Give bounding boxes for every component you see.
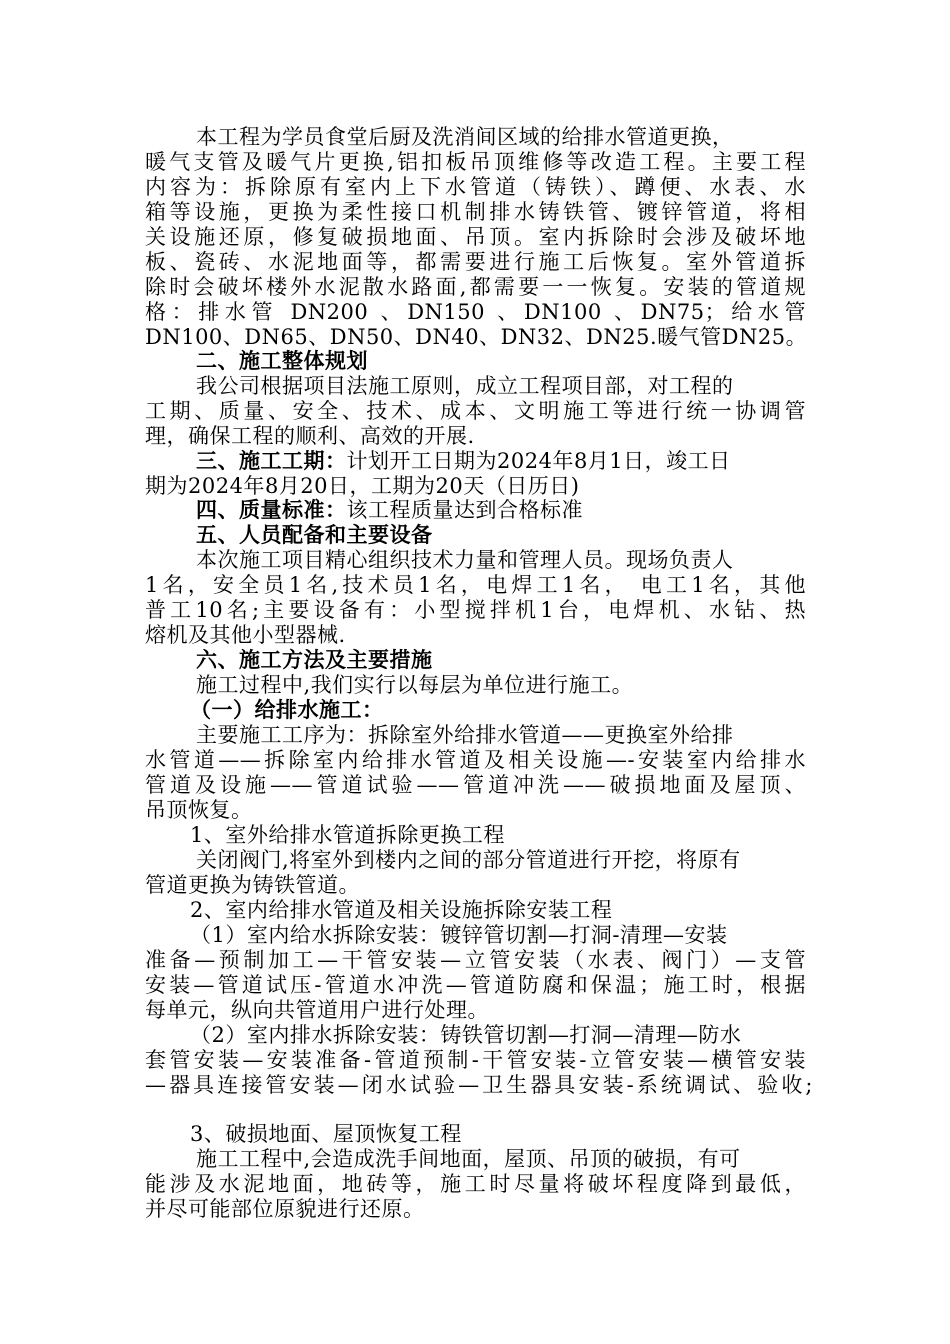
section-5-line-3: 普工10名;主要设备有：小型搅拌机1台，电焊机、水钻、热 (145, 598, 806, 622)
item-3-line-3: 并尽可能部位原貌进行还原。 (145, 1197, 425, 1221)
section-4-heading: 四、质量标准： (196, 497, 347, 522)
section-2-line-1: 我公司根据项目法施工原则，成立工程项目部，对工程的 (196, 374, 734, 398)
section-6-heading: 六、施工方法及主要措施 (196, 647, 433, 672)
intro-line-9: DN100、DN65、DN50、DN40、DN32、DN25.暖气管DN25。 (145, 325, 808, 349)
subsection-1-line-1: 主要施工工序为：拆除室外给排水管道——更换室外给排 (196, 723, 734, 747)
item-2a-line-4: 每单元，纵向共管道用户进行处理。 (145, 998, 489, 1022)
intro-line-5: 关设施还原，修复破损地面、吊顶。室内拆除时会涉及破坏地 (145, 225, 806, 249)
item-2-heading: 2、室内给排水管道及相关设施拆除安装工程 (190, 898, 613, 922)
item-2a-line-3: 安装—管道试压-管道水冲洗—管道防腐和保温；施工时，根据 (145, 973, 806, 997)
section-2-heading: 二、施工整体规划 (196, 348, 368, 373)
section-3-line-2: 期为2024年8月20日，工期为20天（日历日) (145, 474, 580, 498)
section-3-text-1: 计划开工日期为2024年8月1日，竣工日 (346, 449, 731, 473)
item-3-heading: 3、破损地面、屋顶恢复工程 (190, 1122, 462, 1146)
subsection-1-line-3: 管道及设施——管道试验——管道冲洗——破损地面及屋顶、 (145, 773, 806, 797)
section-3-heading: 三、施工工期： (196, 448, 347, 473)
item-2b-line-3: —器具连接管安装—闭水试验—卫生器具安装-系统调试、验收; (145, 1073, 813, 1097)
item-2a-line-1: （1）室内给水拆除安装：镀锌管切割—打洞-清理—安装 (190, 923, 728, 947)
section-4-line (196, 497, 583, 523)
item-3-line-1: 施工工程中,会造成洗手间地面，屋顶、吊顶的破损，有可 (196, 1147, 741, 1171)
section-6-line: 施工过程中,我们实行以每层为单位进行施工。 (196, 673, 634, 697)
section-2-line-2: 工期、质量、安全、技术、成本、文明施工等进行统一协调管 (145, 399, 806, 423)
item-1-line-1: 关闭阀门,将室外到楼内之间的部分管道进行开挖，将原有 (196, 848, 741, 872)
section-4-text: 该工程质量达到合格标准 (346, 498, 583, 522)
item-1-heading: 1、室外给排水管道拆除更换工程 (190, 823, 505, 847)
section-5-line-2: 1名，安全员1名,技术员1名，电焊工1名， 电工1名，其他 (145, 573, 806, 597)
item-2b-line-1: （2）室内排水拆除安装：铸铁管切割—打洞—清理—防水 (190, 1023, 742, 1047)
subsection-1-line-4: 吊顶恢复。 (145, 798, 253, 822)
item-3-line-2: 能涉及水泥地面，地砖等，施工时尽量将破坏程度降到最低， (145, 1172, 806, 1196)
subsection-1-heading: （一）给排水施工： (190, 697, 384, 722)
intro-line-7: 除时会破坏楼外水泥散水路面,都需要一一恢复。安装的管道规 (145, 275, 806, 299)
section-5-line-1: 本次施工项目精心组织技术力量和管理人员。现场负责人 (196, 548, 734, 572)
section-5-heading: 五、人员配备和主要设备 (196, 522, 433, 547)
intro-line-6: 板、瓷砖、水泥地面等，都需要进行施工后恢复。室外管道拆 (145, 250, 806, 274)
intro-line-2: 暖气支管及暖气片更换,铝扣板吊顶维修等改造工程。主要工程 (145, 150, 806, 174)
section-5-line-4: 熔机及其他小型器械. (145, 623, 346, 647)
intro-line-8: 格：排水管 DN200 、DN150 、DN100 、DN75；给水管 (145, 300, 806, 324)
item-2a-line-2: 准备—预制加工—干管安装—立管安装（水表、阀门）—支管 (145, 948, 806, 972)
item-2b-line-2: 套管安装—安装准备-管道预制-干管安装-立管安装—横管安装 (145, 1048, 806, 1072)
intro-line-4: 箱等设施，更换为柔性接口机制排水铸铁管、镀锌管道，将相 (145, 200, 806, 224)
intro-line-1: 本工程为学员食堂后厨及洗消间区域的给排水管道更换， (196, 125, 734, 149)
section-3-line-1 (196, 448, 731, 474)
item-1-line-2: 管道更换为铸铁管道。 (145, 873, 360, 897)
intro-line-3: 内容为：拆除原有室内上下水管道（铸铁）、蹲便、水表、水 (145, 175, 806, 199)
section-2-line-3: 理，确保工程的顺利、高效的开展. (145, 424, 475, 448)
subsection-1-line-2: 水管道——拆除室内给排水管道及相关设施—-安装室内给排水 (145, 748, 806, 772)
